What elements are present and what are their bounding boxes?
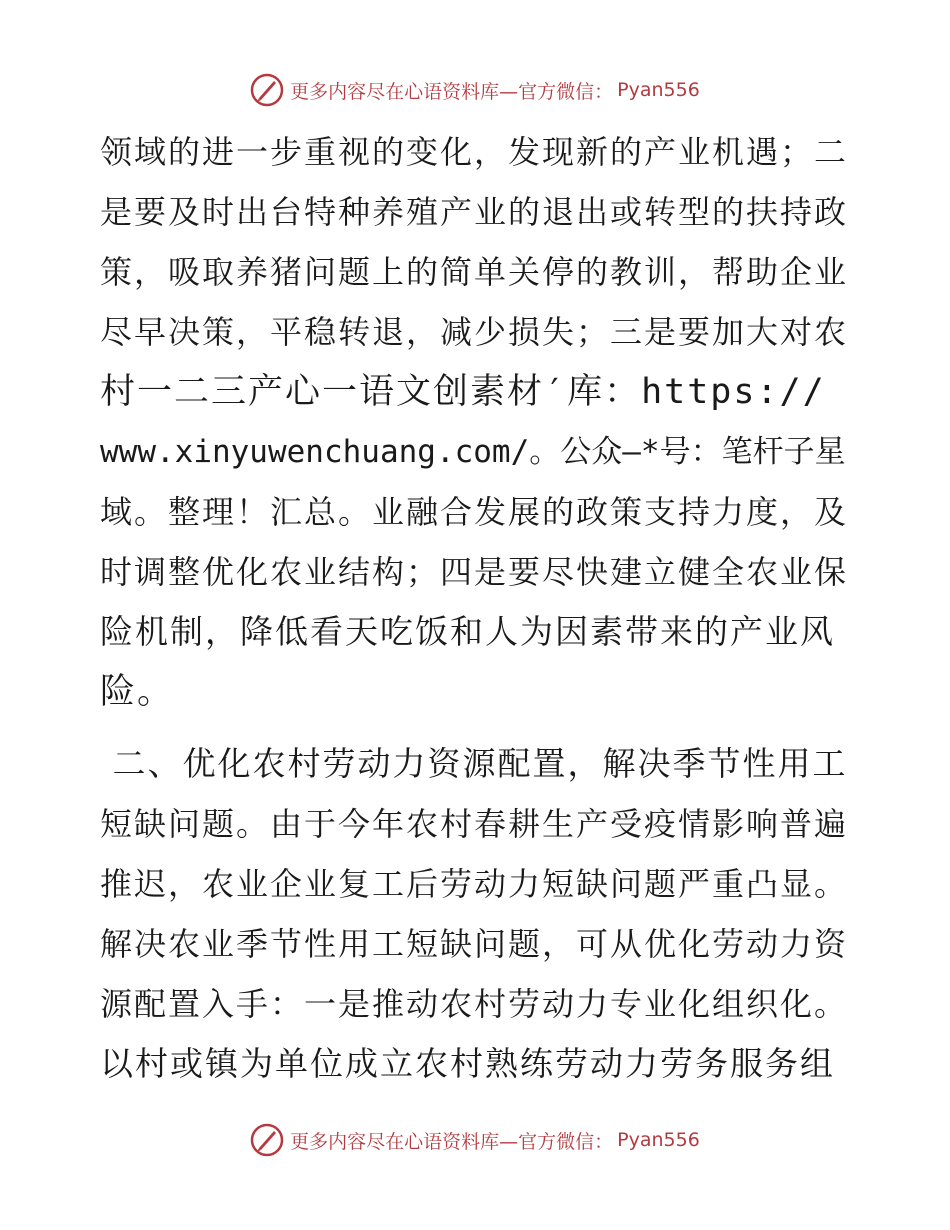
footer-banner <box>0 1120 950 1160</box>
quill-logo-icon <box>250 1123 284 1157</box>
text-line: 险机制，降低看天吃饭和人为因素带来的产业风 <box>100 612 835 651</box>
text-line: 解决农业季节性用工短缺问题，可从优化劳动力资 <box>100 925 849 963</box>
text-line: 以村或镇为单位成立农村熟练劳动力劳务服务组 <box>100 1044 835 1083</box>
quill-logo-icon <box>250 73 284 107</box>
paragraph-1 <box>100 122 852 722</box>
banner-wechat-id: Pyan556 <box>617 79 700 101</box>
banner-text: 更多内容尽在心语资料库—官方微信： <box>290 80 614 103</box>
text-line: 村一二三产心一语文创素材′库：https:// <box>100 372 826 412</box>
text-line: 是要及时出台特种养殖产业的退出或转型的扶持政 <box>100 193 849 231</box>
text-line: 险。 <box>100 672 175 712</box>
text-line: 短缺问题。由于今年农村春耕生产受疫情影响普遍 <box>100 805 849 843</box>
header-banner <box>0 70 950 110</box>
text-line: www.xinyuwenchuang.com/。公众—*号：笔杆子星 <box>100 434 846 470</box>
text-line: 推迟，农业企业复工后劳动力短缺问题严重凸显。 <box>100 865 849 903</box>
text-line: 领域的进一步重视的变化，发现新的产业机遇；二 <box>100 133 849 171</box>
text-line: 源配置入手：一是推动农村劳动力专业化组织化。 <box>100 985 849 1023</box>
section-heading-line: 二、优化农村劳动力资源配置，解决季节性用工 <box>100 744 848 783</box>
document-body <box>100 122 852 1094</box>
text-line: 尽早决策，平稳转退，减少损失；三是要加大对农 <box>100 313 849 351</box>
text-line: 时调整优化农业结构；四是要尽快建立健全农业保 <box>100 553 849 591</box>
paragraph-2 <box>100 734 852 1094</box>
banner-wechat-id: Pyan556 <box>617 1129 700 1151</box>
text-line: 域。整理！汇总。业融合发展的政策支持力度，及 <box>100 493 849 531</box>
text-line: 策，吸取养猪问题上的简单关停的教训，帮助企业 <box>100 253 849 291</box>
banner-text: 更多内容尽在心语资料库—官方微信： <box>290 1130 614 1153</box>
